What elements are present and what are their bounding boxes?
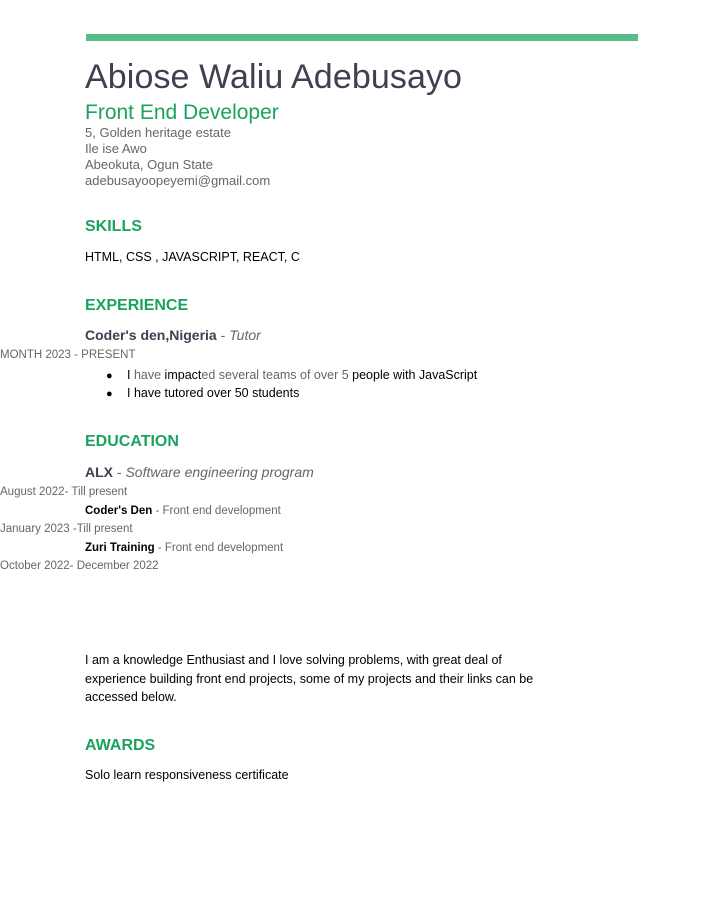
candidate-role: Front End Developer — [85, 101, 279, 124]
separator: - — [216, 327, 230, 343]
email: adebusayoopeyemi@gmail.com — [85, 173, 271, 188]
address-line-3: Abeokuta, Ogun State — [85, 157, 213, 172]
candidate-name: Abiose Waliu Adebusayo — [85, 58, 463, 96]
list-item: ● I have tutored over 50 students — [106, 386, 300, 400]
alx-dates: August 2022- Till present — [0, 486, 128, 498]
program-name: Software engineering program — [125, 464, 314, 480]
skills-heading: SKILLS — [85, 218, 142, 235]
address-line-2: Ile ise Awo — [85, 141, 147, 156]
school-name: ALX — [85, 464, 113, 480]
bullet-icon: ● — [106, 388, 113, 400]
separator: - — [113, 464, 126, 480]
accent-bar — [86, 34, 638, 41]
education-entry-dates: October 2022- December 2022 — [0, 560, 159, 572]
job-position: Tutor — [229, 327, 261, 343]
job-dates: MONTH 2023 - PRESENT — [0, 349, 136, 361]
list-item: ● I have impacted several teams of over 5 people with JavaScript — [106, 368, 478, 382]
bullet-icon: ● — [106, 370, 113, 382]
address-line-1: 5, Golden heritage estate — [85, 125, 231, 140]
company-name: Coder's den,Nigeria — [85, 327, 217, 343]
education-entry: Coder's Den - Front end development — [85, 505, 281, 517]
awards-heading: AWARDS — [85, 737, 156, 754]
education-entry: Zuri Training - Front end development — [85, 542, 284, 554]
education-entry-dates: January 2023 -Till present — [0, 523, 133, 535]
education-heading: EDUCATION — [85, 433, 179, 450]
skills-text: HTML, CSS , JAVASCRIPT, REACT, C — [85, 250, 300, 264]
education-title — [85, 464, 314, 480]
experience-heading: EXPERIENCE — [85, 297, 189, 314]
summary-paragraph: I am a knowledge Enthusiast and I love solving problems, with great deal of experience building front end projects, some of my projects and their links can be accessed below. — [85, 653, 534, 704]
awards-text: Solo learn responsiveness certificate — [85, 768, 289, 782]
job-title — [85, 327, 261, 343]
